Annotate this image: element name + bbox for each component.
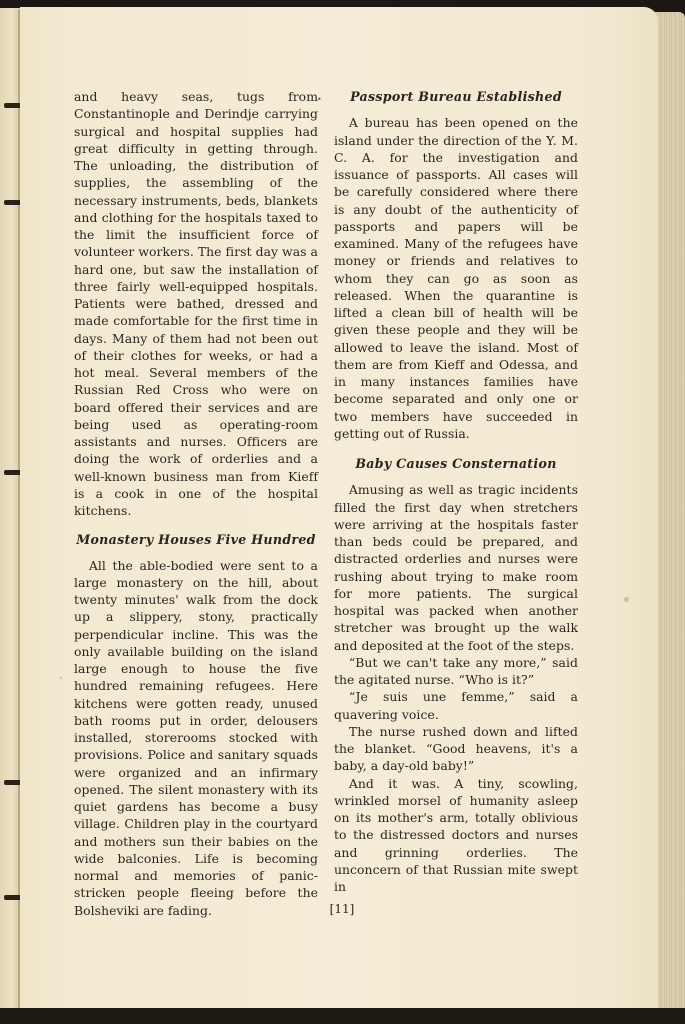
baby-paragraph-3: “Je suis une femme,” said a quavering voice. — [334, 689, 578, 722]
section-heading-passport: Passport Bureau Established — [350, 89, 562, 104]
left-column — [74, 88, 318, 919]
margin-mark: • — [317, 95, 322, 104]
opening-paragraph: and heavy seas, tugs from Constantinople and Derindje carrying surgical and hospital supplies had great difficulty in getting through. The unloading, the distribution of supplies, the assembling of the necessary instruments, beds, blankets and clothing for the hospitals taxed to the limit the insufficient force of volunteer workers. The first day was a hard one, but saw the installation of three fairly well-equipped hospitals. Patients were bathed, dressed and made comfortable for the first time in days. Many of them had not been out of their clothes for weeks, or had a hot meal. Several members of the Russian Red Cross who were on board offered their services and are being used as operating-room assistants and nurses. Officers are doing the work of orderlies and a well-known business man from Kieff is a cook in one of the hospital kitchens. — [74, 89, 318, 518]
paper-stain — [624, 597, 629, 602]
book-bottom-edge — [0, 1008, 685, 1024]
previous-page-gutter — [0, 8, 20, 1013]
page-edges — [655, 12, 685, 1012]
right-column — [334, 88, 578, 895]
page-number: [11] — [329, 902, 355, 916]
paper-speck — [60, 677, 62, 679]
baby-paragraph-4: The nurse rushed down and lifted the blanket. “Good heavens, it's a baby, a day-old baby!” — [334, 723, 578, 774]
passport-paragraph: A bureau has been opened on the island under the direction of the Y. M. C. A. for the investigation and issuance of passports. All cases will be carefully considered where there is any doubt of the authenticity of passports and papers will be examined. Many of the refugees have money or friends and relatives to whom they can go as soon as released. When the quarantine is lifted a clean bill of health will be given these people and they will be allowed to leave the island. Most of them are from Kieff and Odessa, and in many instances families have become separated and only one or two members have succeeded in getting out of Russia. — [334, 115, 578, 441]
baby-paragraph-5: And it was. A tiny, scowling, wrinkled morsel of humanity asleep on its mother's arm, totally oblivious to the distressed doctors and nurses and grinning orderlies. The unconcern of that Russian mite swept in — [334, 775, 578, 894]
monastery-paragraph: All the able-bodied were sent to a large monastery on the hill, about twenty minutes' walk from the dock up a slippery, stony, practically perpendicular incline. This was the only available building on the island large enough to house the five hundred remaining refugees. Here kitchens were gotten ready, unused bath rooms put in order, delousers installed, storerooms stocked with provisions. Police and sanitary squads were organized and an infirmary opened. The silent monastery with its quiet gardens has become a busy village. Children play in the courtyard and mothers sun their babies on the wide balconies. Life is becoming normal and memories of panic-stricken people fleeing before the Bolsheviki are fading. — [74, 557, 318, 918]
baby-paragraph-2: “But we can't take any more,” said the agitated nurse. “Who is it?” — [334, 654, 578, 687]
section-heading-monastery: Monastery Houses Five Hundred — [76, 532, 316, 548]
baby-paragraph-1: Amusing as well as tragic incidents filled the first day when stretchers were arriving at the hospitals faster than beds could be prepared, and distracted orderlies and nurses were rushing about trying to make room for more patients. The surgical hospital was packed when another stretcher was brought up the walk and deposited at the foot of the steps. — [334, 482, 578, 653]
section-heading-baby: Baby Causes Consternation — [355, 456, 557, 471]
